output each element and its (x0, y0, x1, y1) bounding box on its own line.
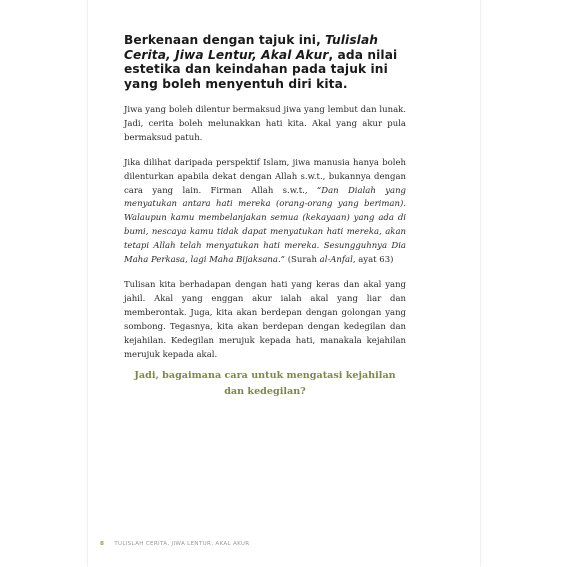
citation-surah: al-Anfal (319, 255, 353, 266)
citation-suffix: , ayat 63) (352, 255, 394, 266)
paragraph-3: Tulisan kita berhadapan dengan hati yang keras dan akal yang jahil. Akal yang enggan akur ialah akal yang liar dan memberontak. Juga, kita akan berdepan dengan golongan yang sombong. Tegasnya, kita akan berdepan dengan kedegilan dan kejahilan. Kedegilan merujuk kepada hati, manakala kejahilan merujuk kepada akal. (124, 279, 406, 360)
footer-book-title: TULISLAH CERITA, JIWA LENTUR, AKAL AKUR (114, 541, 250, 547)
quran-quote: “Dan Dialah yang menyatukan antara hati mereka (orang-orang yang beriman). Walaupun kamu membelanjakan semua (kekayaan) yang ada di bumi, nescaya kamu tidak dapat menyatukan hati mereka, akan tetapi Allah telah menyatukan hati mereka. Sesungguhnya Dia Maha Perkasa, lagi Maha Bijaksana.” (124, 185, 406, 266)
paragraph-1: Jiwa yang boleh dilentur bermaksud jiwa yang lembut dan lunak. Jadi, cerita boleh melunakkan hati kita. Akal yang akur pula bermaksud patuh. (124, 105, 406, 143)
paragraph-2 (124, 157, 406, 268)
heading-prefix: Berkenaan dengan tajuk ini, (124, 33, 326, 47)
page-content (124, 33, 406, 399)
heading-title-italic: Tulislah Cerita, Jiwa Lentur, Akal Akur (124, 33, 379, 62)
question-heading: Jadi, bagaimana cara untuk mengatasi kejahilan dan kedegilan? (134, 370, 396, 397)
section-heading (124, 33, 406, 91)
page-number: 8 (100, 541, 105, 547)
paragraph-2-intro: Jika dilihat daripada perspektif Islam, jiwa manusia hanya boleh dilenturkan apabila dekat dengan Allah s.w.t., bukannya dengan cara yang lain. Firman Allah s.w.t., (124, 157, 406, 196)
book-page (88, 0, 480, 567)
page-footer (100, 541, 250, 547)
heading-suffix: , ada nilai estetika dan keindahan pada tajuk ini yang boleh menyentuh diri kita. (124, 47, 398, 91)
citation-prefix: (Surah (285, 255, 320, 266)
